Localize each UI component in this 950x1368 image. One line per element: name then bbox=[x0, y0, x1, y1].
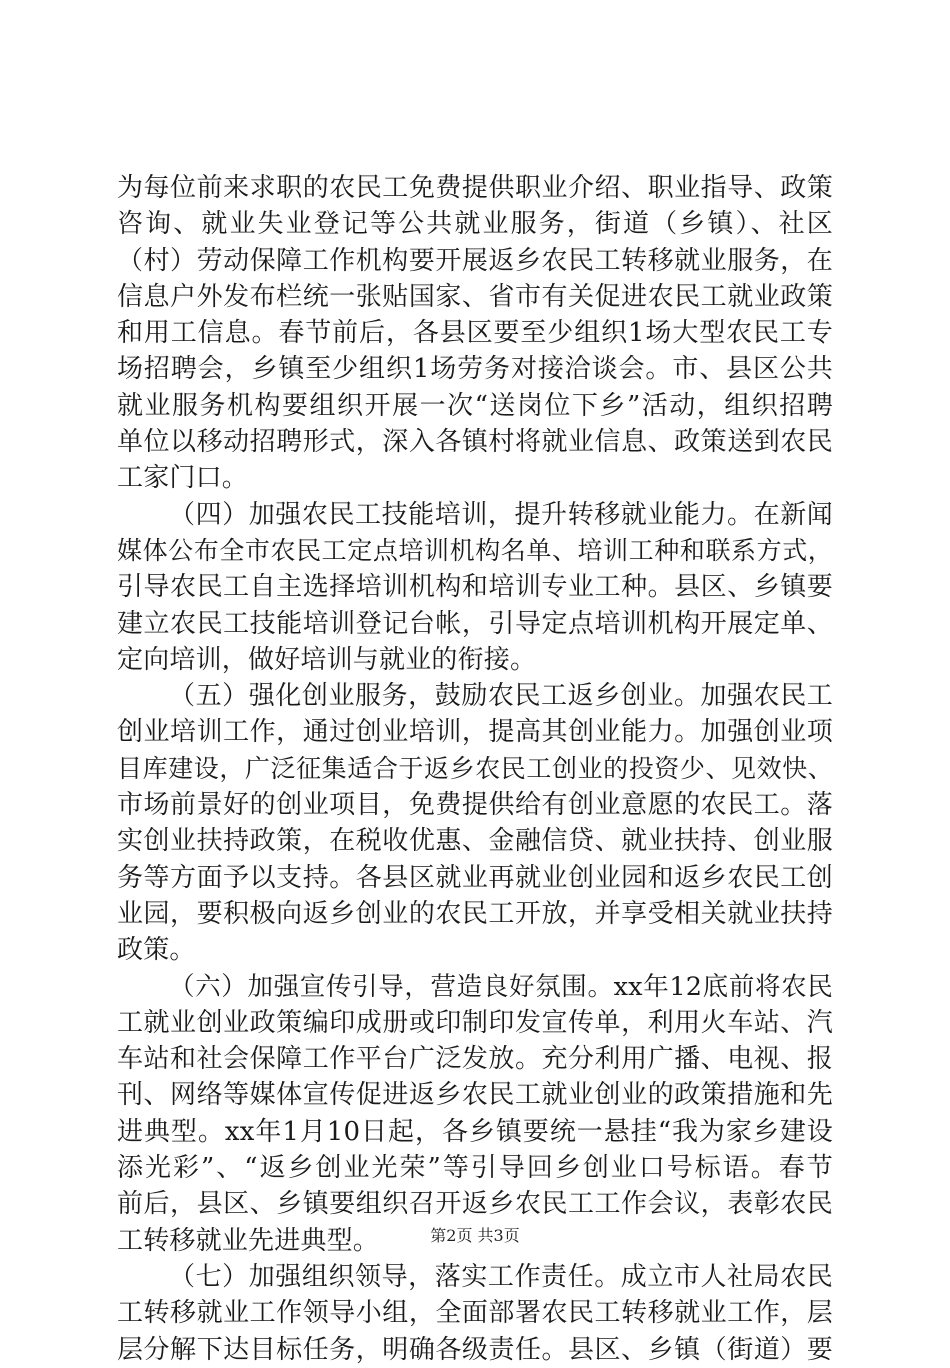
text-line: 就业服务机构要组织开展一次“送岗位下乡”活动，组织招聘 bbox=[117, 390, 833, 421]
text-line: 媒体公布全市农民工定点培训机构名单、培训工种和联系方式， bbox=[117, 535, 833, 565]
section-heading-line: （五）强化创业服务，鼓励农民工返乡创业。加强农民工 bbox=[169, 681, 833, 712]
text-line: 定向培训，做好培训与就业的衔接。 bbox=[117, 644, 537, 675]
section-heading-line: （四）加强农民工技能培训，提升转移就业能力。在新闻 bbox=[169, 499, 833, 530]
text-line: 目库建设，广泛征集适合于返乡农民工创业的投资少、见效快、 bbox=[117, 753, 833, 783]
text-line: 前后，县区、乡镇要组织召开返乡农民工工作会议，表彰农民 bbox=[117, 1189, 833, 1220]
section-heading-line: （六）加强宣传引导，营造良好氛围。xx年12底前将农民 bbox=[169, 971, 833, 1002]
section-heading-line: （七）加强组织领导，落实工作责任。成立市人社局农民 bbox=[169, 1261, 833, 1292]
text-line: 市场前景好的创业项目，免费提供给有创业意愿的农民工。落 bbox=[117, 790, 833, 821]
text-line: 建立农民工技能培训登记台帐，引导定点培训机构开展定单、 bbox=[117, 608, 833, 639]
document-body bbox=[117, 170, 833, 1368]
text-line: 和用工信息。春节前后，各县区要至少组织1场大型农民工专 bbox=[117, 318, 833, 349]
text-line: 创业培训工作，通过创业培训，提高其创业能力。加强创业项 bbox=[117, 717, 833, 748]
text-line: 工转移就业先进典型。 bbox=[117, 1225, 380, 1256]
text-line: 政策。 bbox=[117, 935, 196, 966]
text-line: 场招聘会，乡镇至少组织1场劳务对接洽谈会。市、县区公共 bbox=[117, 354, 833, 385]
text-line: 工家门口。 bbox=[117, 463, 249, 494]
text-line: 实创业扶持政策，在税收优惠、金融信贷、就业扶持、创业服 bbox=[117, 826, 833, 857]
text-line: 信息户外发布栏统一张贴国家、省市有关促进农民工就业政策 bbox=[117, 281, 833, 312]
text-line: 工转移就业工作领导小组，全面部署农民工转移就业工作，层 bbox=[117, 1298, 833, 1329]
text-line: 车站和社会保障工作平台广泛发放。充分利用广播、电视、报 bbox=[117, 1044, 833, 1075]
page-number-label: 第2页 共3页 bbox=[430, 1226, 520, 1245]
text-line: 工就业创业政策编印成册或印制印发宣传单，利用火车站、汽 bbox=[117, 1007, 833, 1038]
text-line: 务等方面予以支持。各县区就业再就业创业园和返乡农民工创 bbox=[117, 862, 833, 893]
text-line: 咨询、就业失业登记等公共就业服务，街道（乡镇）、社区 bbox=[117, 209, 833, 240]
text-line: 进典型。xx年1月10日起，各乡镇要统一悬挂“我为家乡建设 bbox=[117, 1116, 833, 1147]
text-line: 单位以移动招聘形式，深入各镇村将就业信息、政策送到农民 bbox=[117, 427, 833, 458]
text-line: 层分解下达目标任务，明确各级责任。县区、乡镇（街道）要 bbox=[117, 1334, 833, 1365]
text-line: 为每位前来求职的农民工免费提供职业介绍、职业指导、政策 bbox=[117, 173, 833, 203]
text-line: 刊、网络等媒体宣传促进返乡农民工就业创业的政策措施和先 bbox=[117, 1080, 833, 1111]
text-line: 引导农民工自主选择培训机构和培训专业工种。县区、乡镇要 bbox=[117, 572, 833, 603]
page-footer bbox=[0, 1226, 950, 1246]
text-line: （村）劳动保障工作机构要开展返乡农民工转移就业服务，在 bbox=[117, 245, 833, 276]
text-line: 添光彩”、“返乡创业光荣”等引导回乡创业口号标语。春节 bbox=[117, 1153, 833, 1184]
text-line: 业园，要积极向返乡创业的农民工开放，并享受相关就业扶持 bbox=[117, 898, 833, 929]
